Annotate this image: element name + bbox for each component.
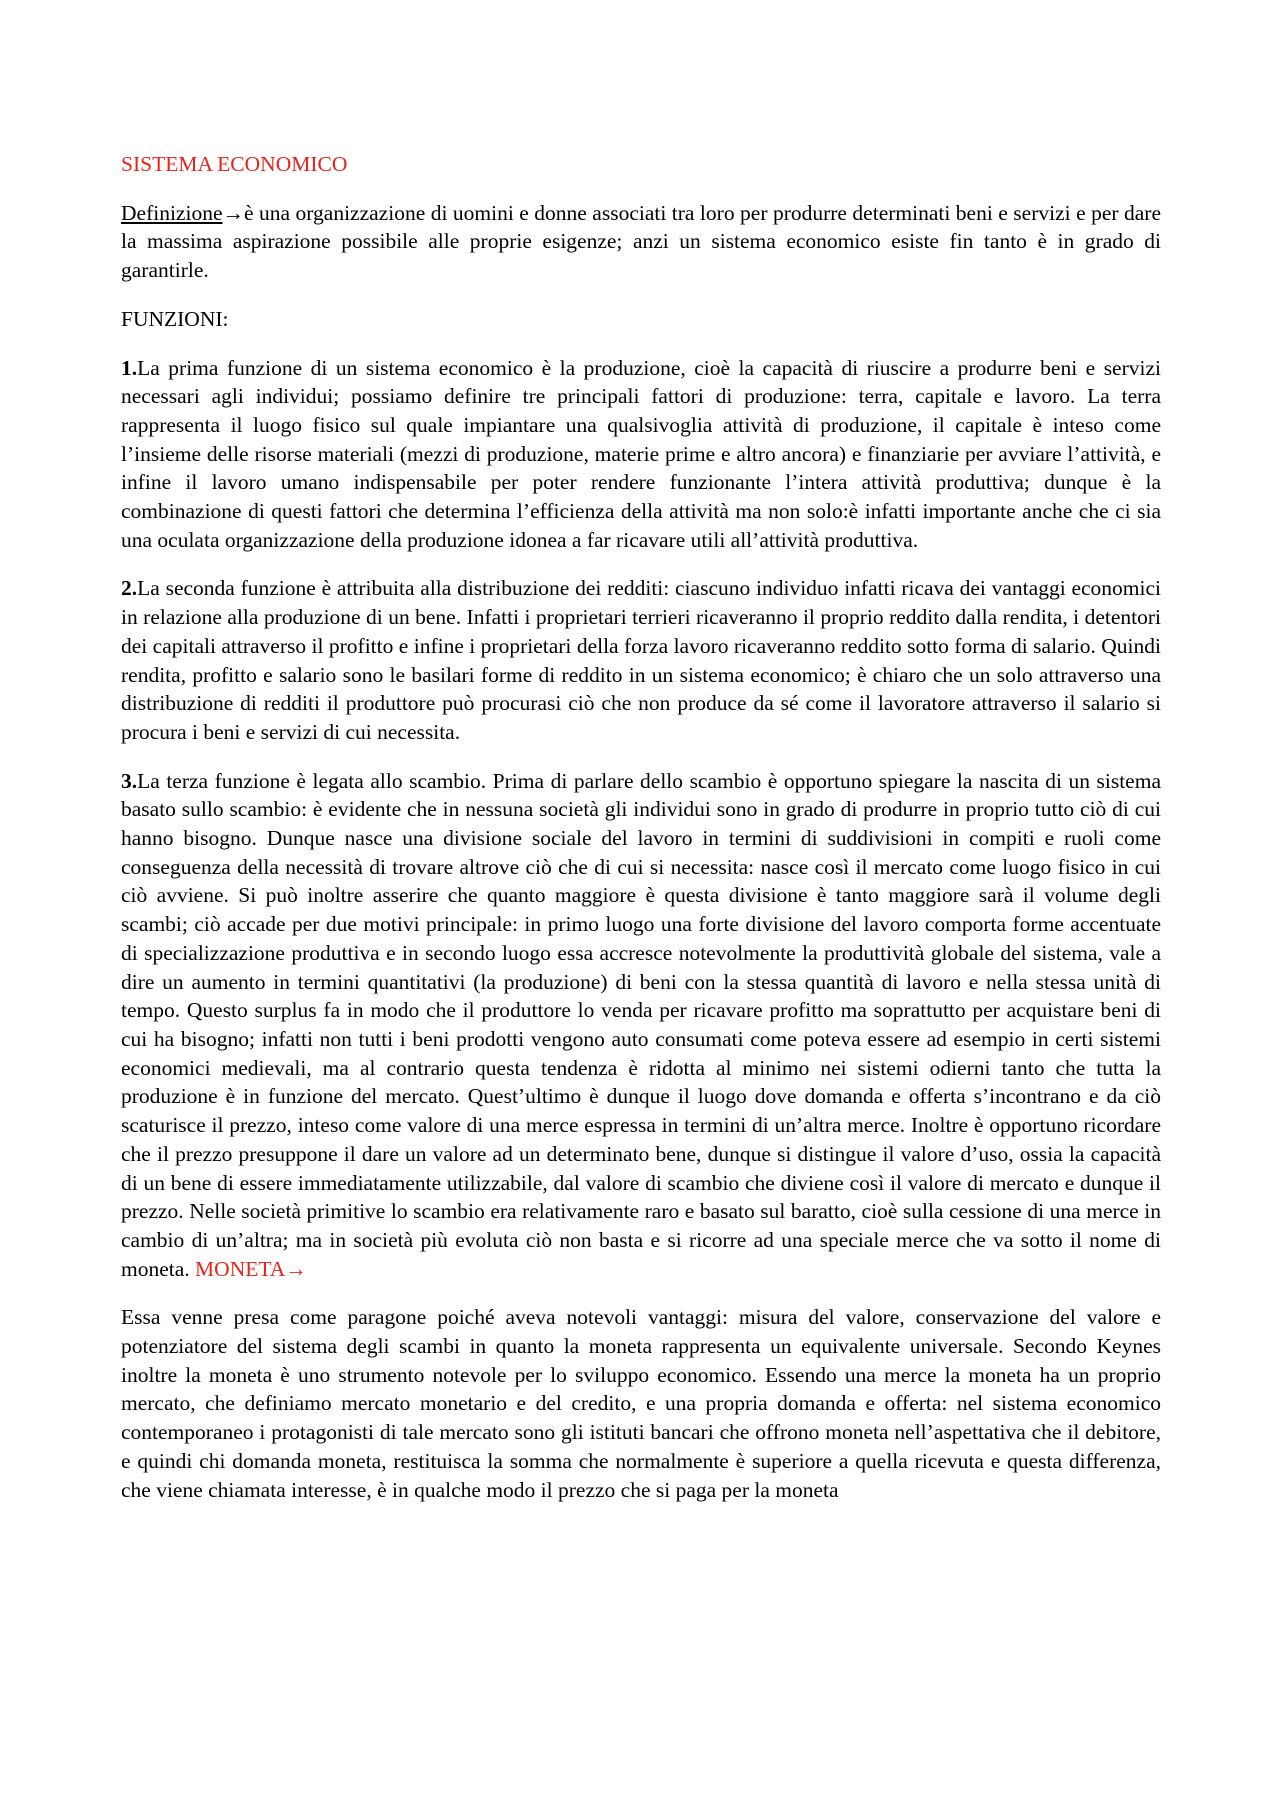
function-number: 2. [121, 576, 138, 601]
moneta-paragraph: Essa venne presa come paragone poiché aveva notevoli vantaggi: misura del valore, conservazione del valore e potenziatore del sistema degli scambi in quanto la moneta rappresenta un equivalente universale. Secondo Keynes inoltre la moneta è uno strumento notevole per lo sviluppo economico. Essendo una merce la moneta ha un proprio mercato, che definiamo mercato monetario e del credito, e una propria domanda e offerta: nel sistema economico contemporaneo i protagonisti di tale mercato sono gli istituti bancari che offrono moneta nell’aspettativa che il debitore, e quindi chi domanda moneta, restituisca la somma che normalmente è superiore a quella ricevuta e questa differenza, che viene chiamata interesse, è in qualche modo il prezzo che si paga per la moneta [121, 1305, 1161, 1502]
function-text: La prima funzione di un sistema economico è la produzione, cioè la capacità di riuscire a produrre beni e servizi necessari agli individui; possiamo definire tre principali fattori di produzione: terra, capitale e lavoro. La terra rappresenta il luogo fisico sul quale impiantare una qualsivoglia attività di produzione, il capitale è inteso come l’insieme delle risorse materiali (mezzi di produzione, materie prime e altro ancora) e finanziarie per avviare l’attività, e infine il lavoro umano indispensabile per poter rendere funzionante l’intera attività produttiva; dunque è la combinazione di questi fattori che determina l’efficienza della attività ma non solo:è infatti importante anche che ci sia una oculata organizzazione della produzione idonea a far ricavare utili all’attività produttiva. [121, 355, 1161, 552]
document-page [121, 150, 1161, 1524]
moneta-link[interactable]: MONETA→ [195, 1256, 307, 1281]
function-text: La terza funzione è legata allo scambio. Prima di parlare dello scambio è opportuno spiegare la nascita di un sistema basato sullo scambio: è evidente che in nessuna società gli individui sono in grado di produrre in proprio tutto ciò di cui hanno bisogno. Dunque nasce una divisione sociale del lavoro in termini di suddivisioni in compiti e ruoli come conseguenza della necessità di trovare altrove ciò che di cui si necessita: nasce così il mercato come luogo fisico in cui ciò avviene. Si può inoltre asserire che quanto maggiore è questa divisione è tanto maggiore sarà il volume degli scambi; ciò accade per due motivi principale: in primo luogo una forte divisione del lavoro comporta forme accentuate di specializzazione produttiva e in secondo luogo essa accresce notevolmente la produttività globale del sistema, vale a dire un aumento in termini quantitativi (la produzione) di beni con la stessa quantità di lavoro e nella stessa unità di tempo. Questo surplus fa in modo che il produttore lo venda per ricavare profitto ma soprattutto per acquistare beni di cui ha bisogno; infatti non tutti i beni prodotti vengono auto consumati come poteva essere ad esempio in certi sistemi economici medievali, ma al contrario questa tendenza è ridotta al minimo nei sistemi odierni tanto che tutta la produzione è in funzione del mercato. Quest’ultimo è dunque il luogo dove domanda e offerta s’incontrano e da ciò scaturisce il prezzo, inteso come valore di una merce espressa in termini di un’altra merce. Inoltre è opportuno ricordare che il prezzo presuppone il dare un valore ad un determinato bene, dunque si distingue il valore d’uso, ossia la capacità di un bene di essere immediatamente utilizzabile, dal valore di scambio che diviene così il valore di mercato e dunque il prezzo. Nelle società primitive lo scambio era relativamente raro e basato sul baratto, cioè sulla cessione di una merce in cambio di un’altra; ma in società più evoluta ciò non basta e si ricorre ad una speciale merce che va sotto il nome di moneta. [121, 768, 1161, 1281]
function-paragraph-3 [121, 767, 1161, 1284]
function-text: La seconda funzione è attribuita alla distribuzione dei redditi: ciascuno individuo infatti ricava dei vantaggi economici in relazione alla produzione di un bene. Infatti i proprietari terrieri ricaveranno il proprio reddito dalla rendita, i detentori dei capitali attraverso il profitto e infine i proprietari della forza lavoro ricaveranno reddito sotto forma di salario. Quindi rendita, profitto e salario sono le basilari forme di reddito in un sistema economico; è chiaro che un solo attraverso una distribuzione di redditi il produttore può procurasi ciò che non produce da sé come il lavoratore attraverso il salario si procura i beni e servizi di cui necessita. [121, 576, 1161, 744]
arrow-icon: → [222, 200, 244, 225]
funzioni-heading: FUNZIONI: [121, 306, 229, 331]
definition-paragraph [121, 199, 1161, 285]
document-title: SISTEMA ECONOMICO [121, 152, 348, 176]
function-paragraph-2 [121, 574, 1161, 746]
definition-text: è una organizzazione di uomini e donne associati tra loro per produrre determinati beni e servizi e per dare la massima aspirazione possibile alle proprie esigenze; anzi un sistema economico esiste fin tanto è in grado di garantirle. [121, 200, 1161, 283]
function-number: 1. [121, 355, 138, 380]
function-paragraph-1 [121, 354, 1161, 555]
definition-label: Definizione [121, 200, 223, 225]
function-number: 3. [121, 768, 138, 793]
